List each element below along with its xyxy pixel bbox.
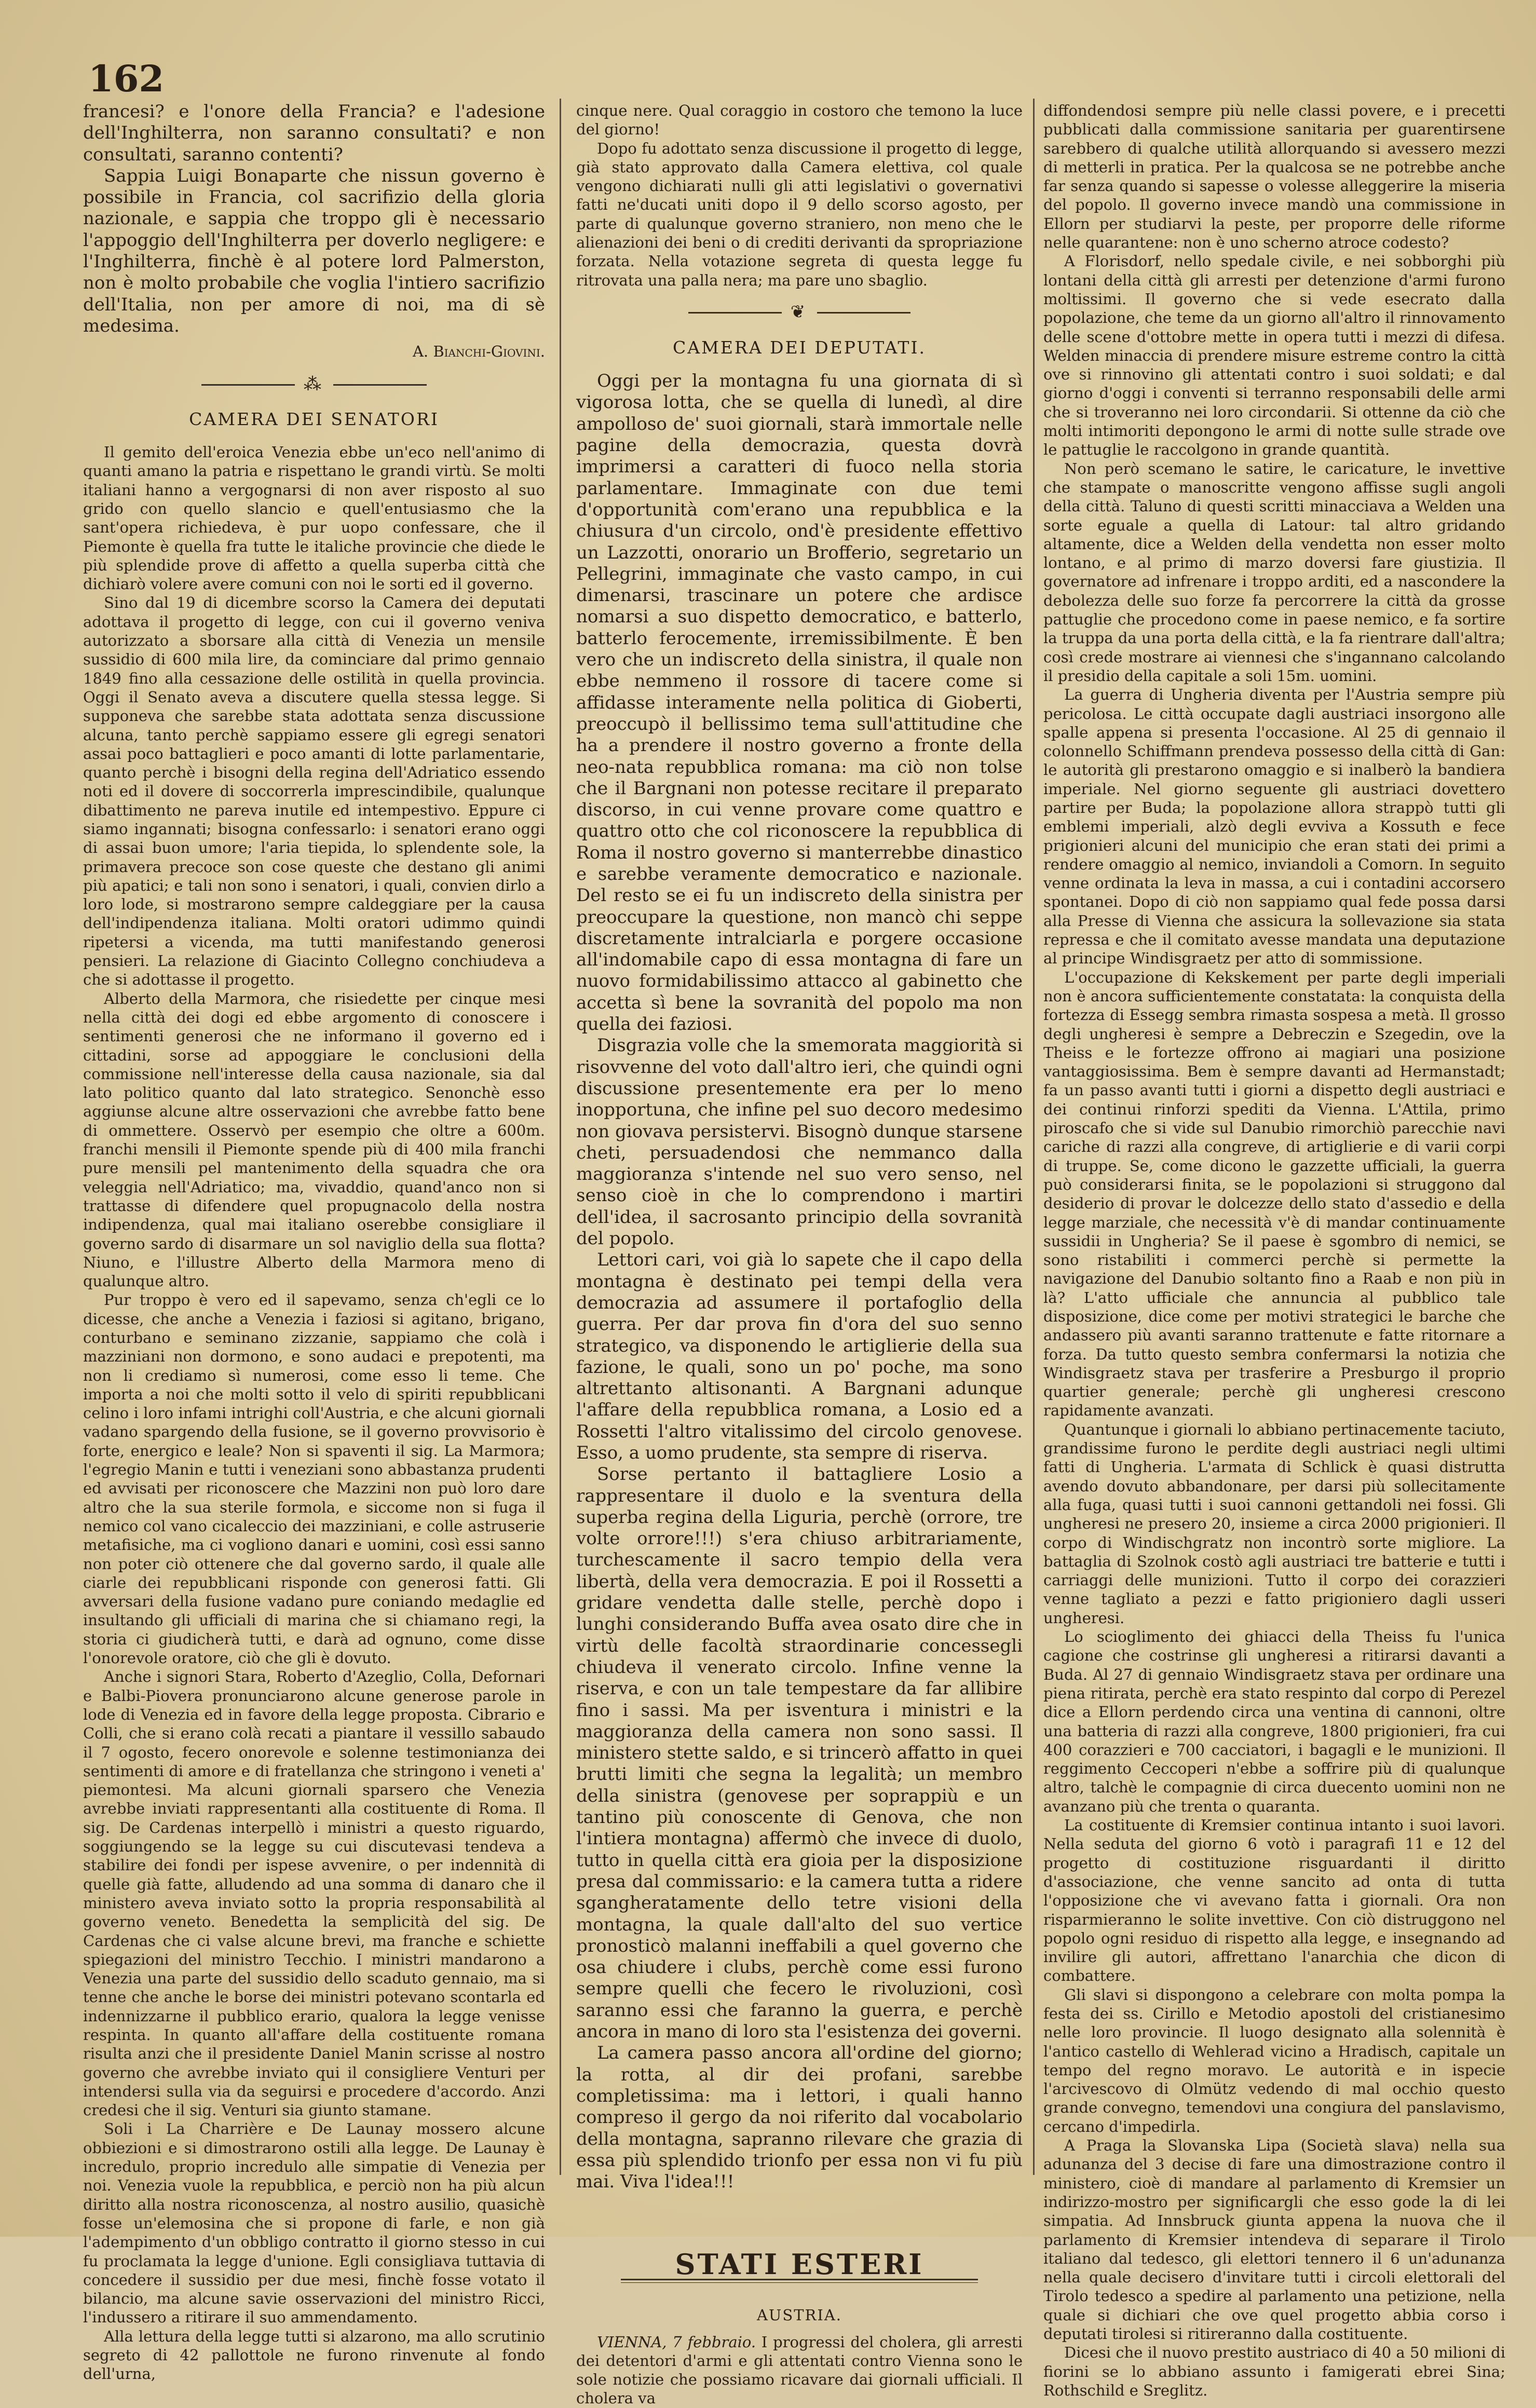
paragraph: Sorse pertanto il battagliere Losio a rappresentare il duolo e la sventura della superba regina della Liguria, perchè (orrore, tre volte orrore!!!) s'era chiuso arbitrariamente, turchescamente il sacro tempio della vera libertà, della vera democrazia. E poi il Rossetti a gridare vendetta dalle stelle, perchè dopo i lunghi considerando Buffa avea osato dire che in virtù delle facoltà straordinarie concessegli chiudeva il venerato circolo. Infine venne la riserva, e con un tale tempestare da far allibire fino i sassi. Ma per isventura i ministri e la maggioranza della camera non sono sassi. Il ministero stette saldo, e si trincerò affatto in quei brutti limiti che segna la legalità; un membro della sinistra (genovese per soprappiù e un tantino più conoscente di Genova, che non l'intiera montagna) affermò che invece di duolo, tutto in quella città era gioia per la disposizione presa dal commissario: e la camera tutta a ridere sgangheratamente dello tetre visioni della montagna, la quale dall'alto del suo vertice pronosticò malanni ineffabili a quel governo che osa chiudere i clubs, perchè come essi furono sempre quelli che fecero le rivoluzioni, così saranno essi che faranno la guerra, e perchè ancora in mano di loro sta l'esistenza dei governi. — [576, 1464, 1023, 2043]
paragraph: francesi? e l'onore della Francia? e l'adesione dell'Inghilterra, non saranno consultati? e non consultati, saranno contenti? — [83, 101, 545, 165]
paragraph: Non però scemano le satire, le caricature, le invettive che stampate o manoscritte vengono affisse sugli angoli della città. Taluno di questi scritti minacciava a Welden una sorte eguale a quella di Latour: tal altro gridando altamente, dice a Welden della vendetta non esser molto lontano, e al primo di marzo doversi fare giustizia. Il governatore ad infrenare i troppo arditi, ed a nascondere la debolezza delle suo forze fa percorrere la città da grosse pattuglie che procedono come in paese nemico, e fa sortire la truppa da una porta della città, e la fa rientrare dall'altra; così crede mostrare ai viennesi che s'ingannano calcolando il presidio della capitale a soli 15m. uomini. — [1043, 459, 1505, 685]
paragraph: Sappia Luigi Bonaparte che nissun governo è possibile in Francia, col sacrifizio della gloria nazionale, e sappia che troppo gli è necessario l'appoggio dell'Inghilterra per doverlo negligere: e l'Inghilterra, finchè è al potere lord Palmerston, non è molto probabile che voglia l'intiero sacrifizio dell'Italia, non per amore di noi, ma di sè medesima. — [83, 165, 545, 336]
column-left — [83, 101, 545, 2383]
subsection-title: AUSTRIA. — [756, 2306, 842, 2324]
major-section-title: STATI ESTERI — [675, 2248, 924, 2281]
paragraph: L'occupazione di Kekskement per parte degli imperiali non è ancora sufficientemente constatata: la conquista della fortezza di Essegg sembra rimasta sospesa a metà. Il grosso degli ungheresi è sempre a Debreczin e Szegedin, ove la Theiss e le fortezze offrono ai magiari una posizione vantaggiosissima. Bem è sempre davanti ad Hermanstadt; fa un passo avanti tutti i giorni a dispetto degli austriaci e dei continui rinforzi spediti da Vienna. L'Attila, primo piroscafo che si vide sul Danubio rimorchiò parecchie navi cariche di razzi alla congreve, di artiglierie e di varii corpi di truppe. Se, come dicono le gazzette ufficiali, la guerra può considerarsi finita, se le popolazioni si struggono dal desiderio di provar le dolcezze dello stato d'assedio e della legge marziale, che necessità v'è di mandar continuamente sussidii in Ungheria? Se il paese è sgombro di nemici, se sono ristabiliti i commerci perchè si permette la navigazione del Danubio soltanto fino a Raab e non più in là? L'atto ufficiale che annuncia al pubblico tale disposizione, dice come per motivi strategici le barche che andassero più avanti saranno trattenute e fatte ritornare a forza. Da tutto questo sembra confermarsi la notizia che Windisgraetz stava per trasferire a Presburgo il proprio quartier generale; perchè gli ungheresi crescono rapidamente avanzati. — [1043, 968, 1505, 1420]
section-title: CAMERA DEI SENATORI — [189, 409, 439, 430]
paragraph: Anche i signori Stara, Roberto d'Azeglio, Colla, Defornari e Balbi-Piovera pronunciarono alcune generose parole in lode di Venezia ed in favore della legge proposta. Cibrario e Colli, che si erano colà recati a piantare il vessillo sabaudo il 7 ogosto, fecero onorevole e solenne testimonianza dei sentimenti di amore e di fratellanza che stringono i veneti a' piemontesi. Ma alcuni giornali sparsero che Venezia avrebbe inviati rappresentanti alla costituente di Roma. Il sig. De Cardenas interpellò i ministri a questo riguardo, soggiungendo se la legge su cui discutevasi tendeva a stabilire dei fondi per ispese avvenire, o per indennità di quelle già fatte, alludendo ad una somma di danaro che il ministero aveva inviato sotto la propria responsabilità al governo veneto. Benedetta la semplicità del sig. De Cardenas che ci valse alcune brevi, ma franche e schiette spiegazioni del ministro Tecchio. I ministri mandarono a Venezia una parte del sussidio dello scaduto gennaio, ma si tenne che anche le borse dei ministri potevano scontarla ed indennizzarne il pubblico erario, qualora la legge venisse respinta. In quanto all'affare della costituente romana risulta anzi che il presidente Daniel Manin scrisse al nostro governo che avrebbe inviato qui il consigliere Venturi per intendersi sulla via da seguirsi e procedere d'accordo. Anzi credesi che il sig. Venturi sia giunto stamane. — [83, 1668, 545, 2119]
paragraph: Gli slavi si dispongono a celebrare con molta pompa la festa dei ss. Cirillo e Metodio apostoli del cristianesimo nelle loro provincie. Il luogo designato alla solennità è l'antico castello di Wehlerad vicino a Hradisch, capitale un tempo del regno moravo. Le autorità e in ispecie l'arcivescovo di Olmütz vedendo di mal occhio questo grande convegno, temendovi una congiura del panslavismo, cercano d'impedirla. — [1043, 1985, 1505, 2135]
column-rule — [1033, 99, 1035, 2175]
section-title: CAMERA DEI DEPUTATI. — [673, 337, 926, 358]
section-divider: ⁂ — [83, 375, 545, 394]
paragraph: Sino dal 19 di dicembre scorso la Camera dei deputati adottava il progetto di legge, con cui il governo veniva autorizzato a sborsare alla città di Venezia un mensile sussidio di 600 mila lire, da cominciare dal primo gennaio 1849 fino alla cessazione delle ostilità in quella provincia. Oggi il Senato aveva a discutere quella stessa legge. Si supponeva che sarebbe stata adottata senza discussione alcuna, tanto perchè sappiamo essere gli egregi senatori assai poco battaglieri e poco amanti di lotte parlamentarie, quanto perchè i bisogni della regina dell'Adriatico essendo noti ed il dovere di soccorrerla imprescindibile, qualunque dibattimento ne pareva inutile ed intempestivo. Eppure ci siamo ingannati; bisogna confessarlo: i senatori erano oggi di assai buon umore; l'aria tiepida, lo splendente sole, la primavera precoce son cose queste che destano gli animi più apatici; e tali non sono i senatori, i quali, convien dirlo a loro lode, si mostrarono sempre caldeggiare per la causa dell'indipendenza italiana. Molti oratori udimmo quindi ripetersi a vicenda, ma tutti manifestando generosi pensieri. La relazione di Giacinto Collegno conchiudeva a che si adottasse il progetto. — [83, 594, 545, 989]
paragraph: diffondendosi sempre più nelle classi povere, e i precetti pubblicati dalla commissione sanitaria per guarentirsene sarebbero di qualche utilità allorquando si avessero mezzi di metterli in pratica. Per la qualcosa se ne potrebbe anche far senza quando si sapesse o volesse alleggerire la miseria del popolo. Il governo invece mandò una commissione in Ellorn per studiarvi la peste, per proporre delle riforme nelle quarantene: non è uno scherno atroce codesto? — [1043, 102, 1505, 252]
paragraph: Pur troppo è vero ed il sapevamo, senza ch'egli ce lo dicesse, che anche a Venezia i faziosi si agitano, brigano, conturbano e seminano zizzanie, sappiamo che colà i mazziniani non dormono, e sono audaci e prepotenti, ma non li crediamo sì numerosi, come esso li teme. Che importa a noi che molti sotto il velo di spiriti repubblicani celino i loro infami intrighi coll'Austria, e che alcuni giornali vadano spargendo della fusione, se il governo provvisorio è forte, energico e leale? Non si spaventi il sig. La Marmora; l'egregio Manin e tutti i veneziani sono abbastanza prudenti ed avvisati per riconoscere che Mazzini non può loro dare altro che la sua sterile formola, e siccome non si fuga il nemico col vano cicaleccio dei mazziniani, e colle astruserie metafisiche, ma ci vogliono danari e uomini, così essi sanno non poter ciò ottenere che dal governo sardo, il quale alle ciarle dei repubblicani risponde con generosi fatti. Gli avversari della fusione vadano pure coniando medaglie ed insultando gli ufficiali di marina che si chiamano regi, la storia ci giudicherà tutti, e darà ad ognuno, come disse l'onorevole oratore, ciò che gli è dovuto. — [83, 1291, 545, 1667]
paragraph: Lo scioglimento dei ghiacci della Theiss fu l'unica cagione che costrinse gli ungheresi a ritirarsi davanti a Buda. Al 27 di gennaio Windisgraetz stava per ordinare una piena ritirata, perchè era stato respinto dal corpo di Perezel dice a Ellorn perdendo circa una ventina di cannoni, oltre una batteria di razzi alla congreve, 1800 prigionieri, fra cui 400 corazzieri e 700 cacciatori, i bagagli e le munizioni. Il reggimento Ceccoperi n'ebbe a soffrire più di qualunque altro, talchè le compagnie di circa duecento uomini non ne avanzano più che trenta o quaranta. — [1043, 1628, 1505, 1815]
column-middle — [576, 101, 1023, 2407]
paragraph: La costituente di Kremsier continua intanto i suoi lavori. Nella seduta del giorno 6 votò i paragrafi 11 e 12 del progetto di costituzione risguardanti il diritto d'associazione, che venne sancito ad onta di tutta l'opposizione che vi avevano fatta i giornali. Ora non risparmieranno le solite invettive. Con ciò distruggono nel popolo ogni residuo di rispetto alla legge, e insegnando ad invilire gli autori, affrettano l'anarchia che dicon di combattere. — [1043, 1816, 1505, 1985]
paragraph: cinque nere. Qual coraggio in costoro che temono la luce del giorno! — [576, 102, 1023, 139]
paragraph: Dicesi che il nuovo prestito austriaco di 40 a 50 milioni di fiorini se lo abbiano assunto i famigerati ebrei Sina; Rothschild e Sreglitz. — [1043, 2344, 1505, 2399]
paragraph: A Florisdorf, nello spedale civile, e nei sobborghi più lontani della città gli arresti per detenzione d'armi furono moltissimi. Il governo che si vede esecrato dalla popolazione, che teme da un giorno all'altro il rinnovamento delle scene d'ottobre mette in opera tutti i mezzi di difesa. Welden minaccia di prendere misure estreme contro la città ove si rinnovino gli attentati contro i suoi soldati; e dal giorno d'oggi i conventi si terranno responsabili delle armi che si troveranno nei loro circondarii. Si ottenne da ciò che molti intimoriti depongono le armi di notte sulle strade ove le pattuglie le raccolgono in grande quantità. — [1043, 252, 1505, 459]
paragraph: La camera passo ancora all'ordine del giorno; la rotta, al dir dei profani, sarebbe completissima: ma i lettori, i quali hanno compreso il gergo da noi riferito dal vocabolario della montagna, sapranno rilevare che grazia di essa più splendido trionfo per essa non vi fu più mai. Viva l'idea!!! — [576, 2043, 1023, 2193]
paragraph: I progressi del cholera, gli arresti dei detentori d'armi e gli attentati contro Vienna sono le sole notizie che possiamo ricavare dai giornali ufficiali. Il cholera va — [576, 2333, 1023, 2407]
paragraph: Quantunque i giornali lo abbiano pertinacemente taciuto, grandissime furono le perdite degli austriaci negli ultimi fatti di Ungheria. L'armata di Schlick è quasi distrutta avendo dovuto abbandonare, per darsi più sollecitamente alla fuga, quasi tutti i suoi cannoni gettandoli nei fossi. Gli ungheresi ne presero 20, insieme a circa 2000 prigionieri. Il corpo di Windischgratz non incontrò sorte migliore. La battaglia di Szolnok costò agli austriaci tre batterie e tutti i carriaggi delle munizioni. Tutto il corpo dei corazzieri venne tagliato a pezzi e fatto prigioniero dagli usseri ungheresi. — [1043, 1420, 1505, 1627]
paragraph: Soli i La Charrière e De Launay mossero alcune obbiezioni e si dimostrarono ostili alla legge. De Launay è incredulo, proprio incredulo alle simpatie di Venezia per noi. Venezia vuole la repubblica, e perciò non ha più alcun diritto alla nostra riconoscenza, al nostro ausilio, quasichè fosse un'elemosina che si propone di farle, e non già l'adempimento d'un obbligo contratto il giorno stesso in cui fu proclamata la legge d'unione. Egli consigliava tuttavia di concedere il sussidio per due mesi, finchè fosse votato il bilancio, ma alcune savie osservazioni del ministro Ricci, l'indussero a ritirare il suo ammendamento. — [83, 2120, 545, 2327]
paragraph: Alla lettura della legge tutti si alzarono, ma allo scrutinio segreto di 42 pallottole ne furono rinvenute al fondo dell'urna, — [83, 2327, 545, 2383]
paragraph: Alberto della Marmora, che risiedette per cinque mesi nella città dei dogi ed ebbe argomento di conoscere i sentimenti generosi che ne informano il governo ed i cittadini, sorse ad appoggiare le conclusioni della commissione nell'interesse della causa nazionale, sia dal lato politico quanto dal lato strategico. Senonchè esso aggiunse alcune altre osservazioni che avrebbe fatto bene di ommettere. Osservò per esempio che oltre a 600m. franchi mensili il Piemonte spende più di 400 mila franchi pure mensili pel mantenimento della squadra che ora veleggia nell'Adriatico; ma, vivaddio, quand'anco non si trattasse di difendere quel propugnacolo della nostra indipendenza, qual mai italiano oserebbe consigliare il governo sardo di disarmare un sol naviglio della sua flotta? Niuno, e l'illustre Alberto della Marmora meno di qualunque altro. — [83, 989, 545, 1290]
article-signature: A. Bianchi-Giovini. — [412, 343, 545, 361]
column-right — [1043, 101, 1505, 2399]
dateline: VIENNA, 7 febbraio. — [597, 2333, 756, 2351]
paragraph: Dopo fu adottato senza discussione il progetto di legge, già stato approvato dalla Camera elettiva, col quale vengono dichiarati nulli gli atti legislativi o governativi fatti ne'ducati uniti dopo il 9 dello scorso agosto, per parte di qualunque governo straniero, non meno che le alienazioni dei beni o di crediti derivanti da spropriazione forzata. Nella votazione segreta di questa legge fu ritrovata una palla nera; ma pare uno sbaglio. — [576, 139, 1023, 289]
column-rule — [560, 99, 561, 2175]
paragraph: Il gemito dell'eroica Venezia ebbe un'eco nell'animo di quanti amano la patria e rispettano le grandi virtù. Se molti italiani hanno a vergognarsi di non aver risposto al suo grido con quello slancio e quell'entusiasmo che la sant'opera richiedeva, è pur uopo confessare, che il Piemonte è quella fra tutte le italiche provincie che diede le più splendide prove di affetto a quella superba città che dichiarò volere avere comuni con noi le sorti ed il governo. — [83, 443, 545, 593]
paragraph: A Praga la Slovanska Lipa (Società slava) nella sua adunanza del 3 decise di fare una dimostrazione contro il ministero, cioè di mandare al parlamento di Kremsier un indirizzo-mostro per significargli che esso gode la di lei simpatia. Ad Innsbruck giunta appena la nuova che il parlamento di Kremsier intendeva di separare il Tirolo italiano dal tedesco, gli elettori tennero il 6 un'adunanza nella quale decisero d'invitare tutti i circoli elettorali del Tirolo tedesco a spedire al parlamento una petizione, nella quale si dichiari che ove quel progetto abbia corso i deputati tirolesi si ritireranno dalla costituente. — [1043, 2137, 1505, 2343]
paragraph: Disgrazia volle che la smemorata maggiorità si risovvenne del voto dall'altro ieri, che quindi ogni discussione presentemente era per lo meno inopportuna, che infine pel suo decoro medesimo non giovava persistervi. Bisognò dunque starsene cheti, persuadendosi che nemmanco dalla maggioranza s'intende nel suo vero senso, nel senso cioè in che lo comprendono i martiri dell'idea, il sacrosanto principio della sovranità del popolo. — [576, 1035, 1023, 1249]
section-divider: ❦ — [576, 303, 1023, 322]
page-header — [78, 57, 1469, 99]
paragraph: La guerra di Ungheria diventa per l'Austria sempre più pericolosa. Le città occupate dagli austriaci insorgono alle spalle appena si presenta l'occasione. Al 25 di gennaio il colonnello Schiffmann prendeva possesso della città di Gan: le autorità gli prestarono omaggio e si inalberò la bandiera imperiale. Nel giorno seguente gli austriaci dovettero partire per Buda; la popolazione allora strappò tutti gli emblemi imperiali, alzò degli evviva a Kossuth e fece prigionieri alcuni del municipio che eran stati dei primi a rendere omaggio al nemico, inviandoli a Comorn. In seguito venne ordinata la leva in massa, a cui i contadini accorsero spontanei. Dopo di ciò non sappiamo qual fede possa darsi alla Presse di Vienna che assicura la sollevazione sia stata repressa e che il comitato avesse mandata una deputazione al principe Windisgraetz per atto di sommissione. — [1043, 686, 1505, 968]
paragraph: Lettori cari, voi già lo sapete che il capo della montagna è destinato pei tempi della vera democrazia ad assumere il portafoglio della guerra. Per dar prova fin d'ora del suo senno strategico, va disponendo le artiglierie della sua fazione, le quali, sono un po' poche, ma sono altrettanto altisonanti. A Bargnani adunque l'affare della repubblica romana, a Losio ed a Rossetti l'altro vitalissimo del circolo genovese. Esso, a uomo prudente, sta sempre di riserva. — [576, 1249, 1023, 1463]
page-number: 162 — [88, 57, 165, 100]
paragraph: Oggi per la montagna fu una giornata di sì vigorosa lotta, che se quella di lunedì, al dire ampolloso de' suoi giornali, starà immortale nelle pagine della democrazia, questa dovrà imprimersi a caratteri di fuoco nella storia parlamentare. Immaginate con due temi d'opportunità com'erano una repubblica e la chiusura d'un circolo, ond'è presidente effettivo un Lazzotti, onorario un Brofferio, segretario un Pellegrini, immaginate che vasto campo, in cui dimenarsi, trascinare un potere che ardisce nomarsi a suo dispetto democratico, e batterlo, batterlo ferocemente, irremissibilmente. È ben vero che un indiscreto della sinistra, il quale non ebbe nemmeno il rossore di tacere come si affidasse interamente nella politica di Gioberti, preoccupò il bellissimo tema sull'attitudine che ha a prendere il nostro governo a fronte della neo-nata repubblica romana: ma ciò non tolse che il Bargnani non potesse recitare il preparato discorso, in cui venne provare come quattro e quattro otto che col riconoscere la repubblica di Roma il nostro governo si manterrebbe dinastico e sarebbe veramente democratico e nazionale. Del resto se ei fu un indiscreto della sinistra per preoccupare la questione, non mancò chi seppe discretamente intralciarla e porgere occasione all'indomabile capo di essa montagna di fare un nuovo formidabilissimo attacco al gabinetto che accetta sì bene la sovranità del popolo ma non quella dei faziosi. — [576, 371, 1023, 1035]
